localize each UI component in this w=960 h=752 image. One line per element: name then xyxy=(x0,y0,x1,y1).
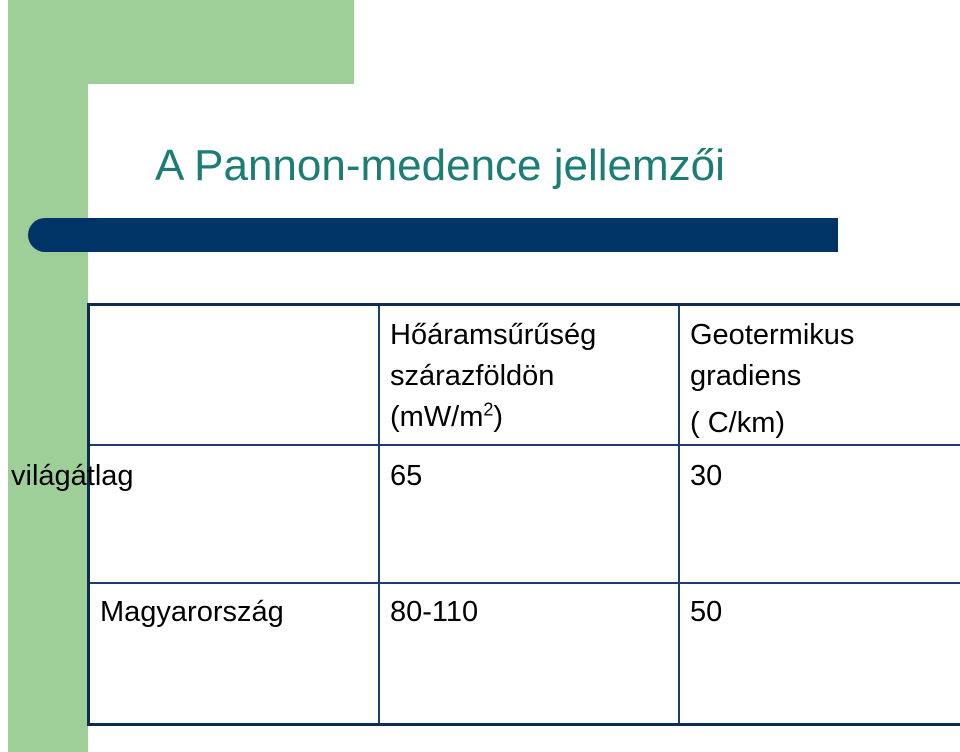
heat-flow-header-line1: Hőáramsűrűség xyxy=(390,319,597,351)
gradient-world: 30 xyxy=(679,445,960,583)
table-row xyxy=(89,583,960,724)
header-cell-gradient xyxy=(679,305,960,446)
row-label-cell xyxy=(11,445,380,583)
table-header-row xyxy=(89,305,960,446)
geothermal-table xyxy=(11,303,960,726)
heat-flow-unit-exponent: 2 xyxy=(483,399,494,420)
title-underline-bar xyxy=(28,218,838,252)
gradient-unit: ( C/km) xyxy=(690,407,786,439)
table-row xyxy=(89,445,960,583)
heat-flow-unit-suffix: ) xyxy=(493,401,504,433)
heat-flow-header-line2: szárazföldön xyxy=(390,360,555,392)
row-label-hungary: Magyarország xyxy=(89,583,380,724)
gradient-hungary: 50 xyxy=(679,583,960,724)
header-cell-empty xyxy=(89,305,380,446)
heat-flow-hungary: 80-110 xyxy=(379,583,679,724)
green-accent-sidebar xyxy=(8,0,88,752)
heat-flow-unit xyxy=(390,397,678,438)
row-label-world: világátlag xyxy=(11,460,134,492)
heat-flow-world: 65 xyxy=(379,445,679,583)
slide-title: A Pannon-medence jellemzői xyxy=(155,141,725,190)
header-cell-heat-flow xyxy=(379,305,679,446)
gradient-header-line2: gradiens xyxy=(690,360,802,392)
heat-flow-unit-prefix: (mW/m xyxy=(390,401,484,433)
gradient-header-line1: Geotermikus xyxy=(690,319,855,351)
